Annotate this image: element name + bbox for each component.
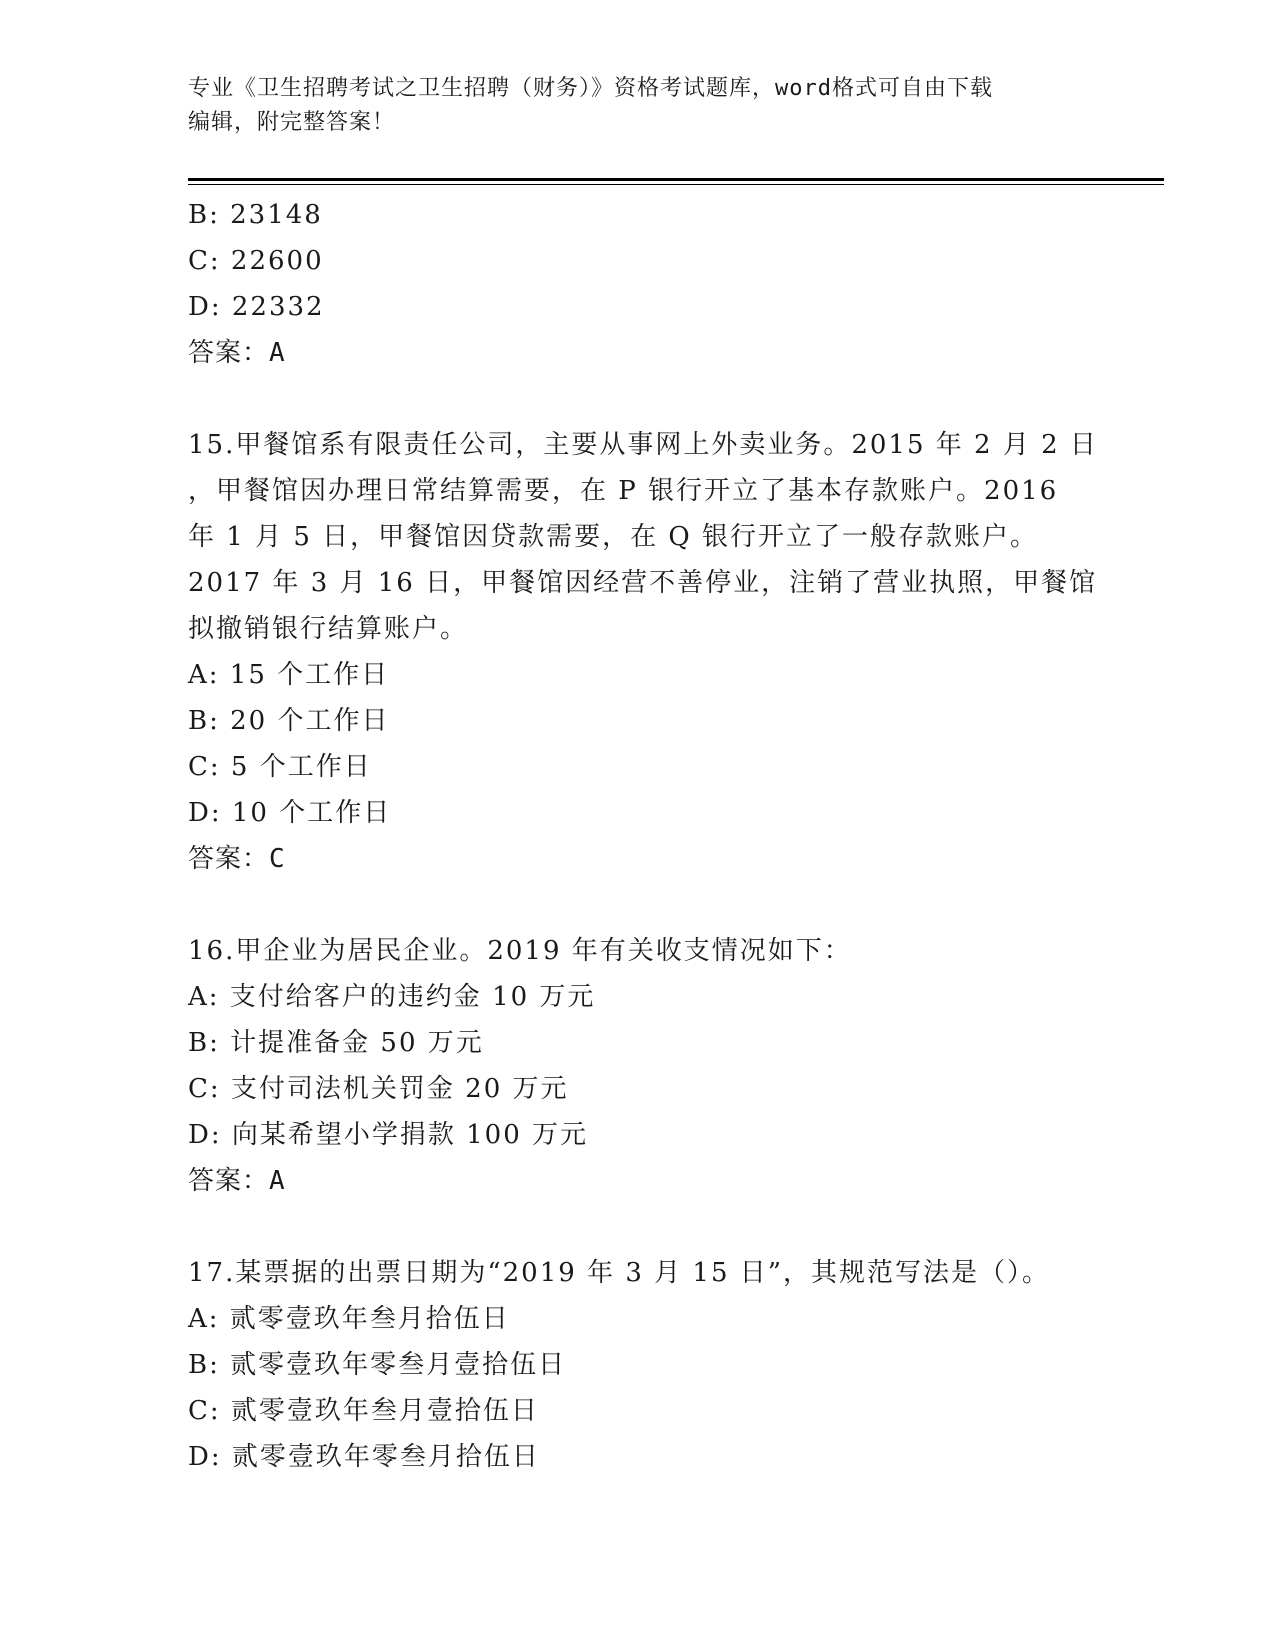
option-a: A: 贰零壹玖年叁月拾伍日 bbox=[188, 1304, 510, 1334]
question-content bbox=[188, 192, 1098, 1480]
option-d: D: 向某希望小学捐款 100 万元 bbox=[188, 1120, 589, 1150]
prev-question-block bbox=[188, 192, 1088, 376]
question-17 bbox=[188, 1250, 1088, 1480]
answer-line: 答案：A bbox=[188, 1166, 286, 1196]
question-text-line: 2017 年 3 月 16 日，甲餐馆因经营不善停业，注销了营业执照，甲餐馆 bbox=[188, 568, 1098, 598]
spacer bbox=[188, 882, 1088, 928]
option-b: B: 23148 bbox=[188, 200, 323, 230]
question-15 bbox=[188, 422, 1098, 882]
question-16 bbox=[188, 928, 1088, 1204]
document-header bbox=[188, 72, 1088, 140]
option-c: C: 支付司法机关罚金 20 万元 bbox=[188, 1074, 569, 1104]
option-c: C: 22600 bbox=[188, 246, 324, 276]
option-d: D: 10 个工作日 bbox=[188, 798, 392, 828]
header-line-1: 专业《卫生招聘考试之卫生招聘（财务）》资格考试题库，word格式可自由下载 bbox=[188, 76, 993, 101]
spacer bbox=[188, 1204, 1088, 1250]
question-text-line: 拟撤销银行结算账户。 bbox=[188, 614, 469, 644]
answer-line: 答案：C bbox=[188, 844, 286, 874]
header-divider-thin bbox=[188, 184, 1164, 185]
option-a: A: 支付给客户的违约金 10 万元 bbox=[188, 982, 596, 1012]
question-text-line: ，甲餐馆因办理日常结算需要，在 P 银行开立了基本存款账户。2016 bbox=[188, 476, 1059, 506]
answer-line: 答案：A bbox=[188, 338, 286, 368]
option-b: B: 20 个工作日 bbox=[188, 706, 390, 736]
option-b: B: 贰零壹玖年零叁月壹拾伍日 bbox=[188, 1350, 567, 1380]
option-d: D: 贰零壹玖年零叁月拾伍日 bbox=[188, 1442, 540, 1472]
spacer bbox=[188, 376, 1088, 422]
option-b: B: 计提准备金 50 万元 bbox=[188, 1028, 484, 1058]
option-c: C: 贰零壹玖年叁月壹拾伍日 bbox=[188, 1396, 539, 1426]
option-a: A: 15 个工作日 bbox=[188, 660, 390, 690]
header-line-2: 编辑，附完整答案！ bbox=[188, 110, 396, 135]
question-text-line: 年 1 月 5 日，甲餐馆因贷款需要，在 Q 银行开立了一般存款账户。 bbox=[188, 522, 1038, 552]
option-d: D: 22332 bbox=[188, 292, 325, 322]
question-text-line: 17.某票据的出票日期为“2019 年 3 月 15 日”，其规范写法是（）。 bbox=[188, 1258, 1051, 1288]
option-c: C: 5 个工作日 bbox=[188, 752, 372, 782]
question-text-line: 16.甲企业为居民企业。2019 年有关收支情况如下： bbox=[188, 936, 852, 966]
question-text-line: 15.甲餐馆系有限责任公司，主要从事网上外卖业务。2015 年 2 月 2 日 bbox=[188, 430, 1098, 460]
header-divider-thick bbox=[188, 178, 1164, 181]
